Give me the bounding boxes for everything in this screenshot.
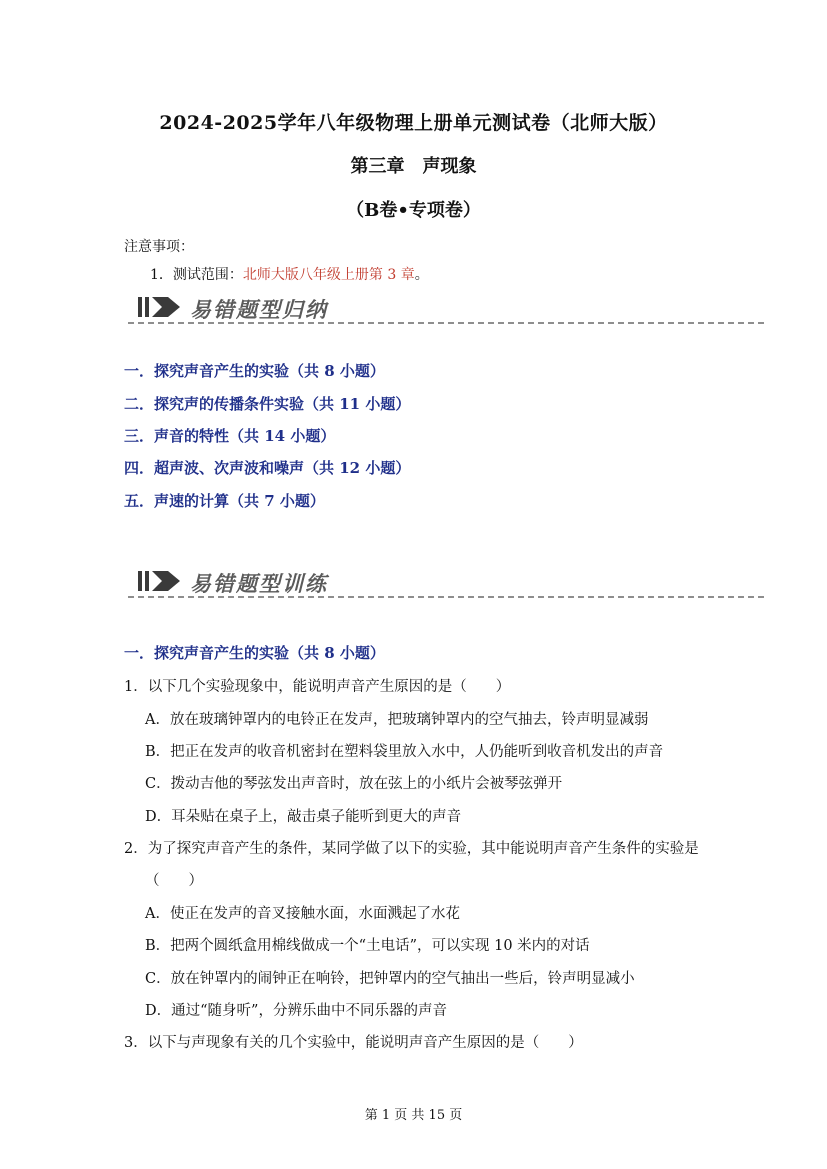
toc-item: 二．探究声的传播条件实验（共 11 小题） (124, 395, 411, 413)
section-banner-summary (128, 288, 764, 328)
notes-item-prefix: 1．测试范围： (150, 267, 243, 283)
dashed-divider (128, 322, 764, 324)
test-scope-highlight: 北师大版八年级上册第 3 章 (242, 267, 415, 283)
question-stem: 2．为了探究声音产生的条件，某同学做了以下的实验，其中能说明声音产生条件的实验是 (124, 841, 699, 857)
question-option: A．放在玻璃钟罩内的电铃正在发声，把玻璃钟罩内的空气抽去，铃声明显减弱 (145, 712, 649, 728)
arrow-icon (138, 568, 182, 598)
question-option: D．耳朵贴在桌子上，敲击桌子能听到更大的声音 (145, 809, 462, 825)
chapter-title: 第三章 声现象 (350, 156, 477, 177)
question-option: A．使正在发声的音叉接触水面，水面溅起了水花 (145, 906, 460, 922)
question-stem-continuation: （ ） (145, 873, 203, 889)
document-title: 2024-2025学年八年级物理上册单元测试卷（北师大版） (159, 112, 668, 134)
page-footer: 第 1 页 共 15 页 (364, 1108, 463, 1123)
banner-title: 易错题型训练 (190, 572, 328, 596)
question-option: B．把两个圆纸盒用棉线做成一个“土电话”，可以实现 10 米内的对话 (145, 938, 590, 954)
exam-subtitle: （B卷•专项卷） (346, 200, 481, 221)
section-banner-practice (128, 562, 764, 602)
question-option: D．通过“随身听”，分辨乐曲中不同乐器的声音 (145, 1003, 447, 1019)
notes-label: 注意事项： (124, 239, 194, 255)
question-stem: 1．以下几个实验现象中，能说明声音产生原因的是（ ） (124, 679, 511, 695)
banner-title: 易错题型归纳 (190, 298, 328, 322)
toc-item: 三．声音的特性（共 14 小题） (124, 427, 336, 445)
toc-item: 五．声速的计算（共 7 小题） (124, 492, 325, 510)
toc-item: 四．超声波、次声波和噪声（共 12 小题） (124, 459, 411, 477)
question-stem: 3．以下与声现象有关的几个实验中，能说明声音产生原因的是（ ） (124, 1035, 583, 1051)
toc-item: 一．探究声音产生的实验（共 8 小题） (124, 362, 385, 380)
question-option: C．拨动吉他的琴弦发出声音时，放在弦上的小纸片会被琴弦弹开 (145, 776, 563, 792)
question-option: C．放在钟罩内的闹钟正在响铃，把钟罩内的空气抽出一些后，铃声明显减小 (145, 971, 635, 987)
notes-item (150, 264, 429, 284)
arrow-icon (138, 294, 182, 324)
notes-item-suffix: 。 (414, 267, 429, 283)
dashed-divider (128, 596, 764, 598)
section-heading: 一．探究声音产生的实验（共 8 小题） (124, 644, 385, 662)
question-option: B．把正在发声的收音机密封在塑料袋里放入水中，人仍能听到收音机发出的声音 (145, 744, 664, 760)
